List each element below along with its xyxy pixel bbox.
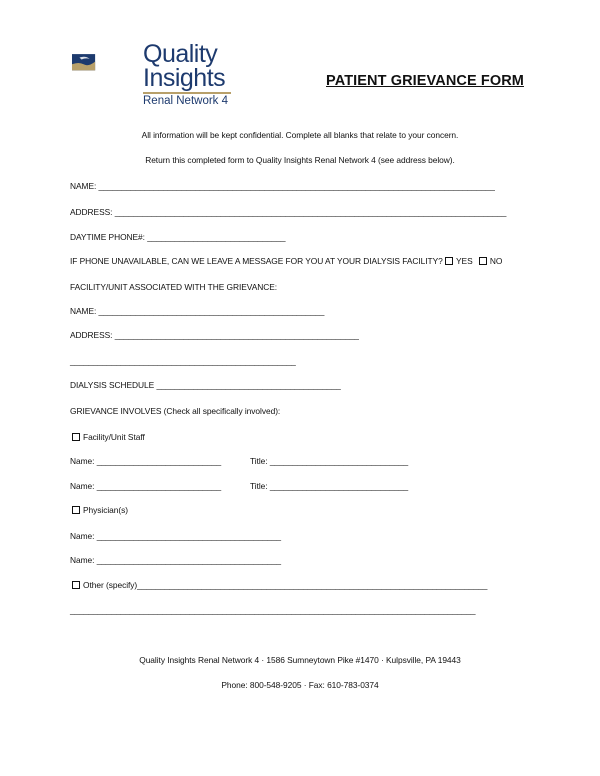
staff-name-field-2[interactable]: Name: ___________________________ [70, 481, 222, 491]
footer-phone: Phone: 800-548-9205 · Fax: 610-783-0374 [221, 680, 379, 690]
logo-text-network: Renal Network 4 [143, 95, 229, 107]
physician-checkbox[interactable] [72, 506, 80, 514]
physician-label: Physician(s) [83, 505, 129, 515]
staff-option [72, 432, 145, 442]
other-option [72, 580, 487, 590]
message-question-label: IF PHONE UNAVAILABLE, CAN WE LEAVE A MESSAGE FOR YOU AT YOUR DIALYSIS FACILITY? [70, 256, 443, 266]
staff-title-field-1[interactable]: Title: ______________________________ [250, 456, 409, 466]
yes-checkbox[interactable] [445, 257, 453, 265]
no-label: NO [489, 256, 503, 266]
form-title: PATIENT GRIEVANCE FORM [326, 73, 524, 89]
quality-insights-logo [72, 42, 140, 90]
other-cont-field[interactable]: ________________________________________________________________________________________ [70, 605, 476, 615]
no-checkbox[interactable] [479, 257, 487, 265]
other-checkbox[interactable] [72, 581, 80, 589]
address-field[interactable]: ADDRESS: _____________________________________________________________________________________ [70, 207, 507, 217]
staff-title-field-2[interactable]: Title: ______________________________ [250, 481, 409, 491]
other-label[interactable]: Other (specify)____________________________________________________________________________ [83, 580, 488, 590]
facility-name-field[interactable]: NAME: _________________________________________________ [70, 306, 325, 316]
logo-text-insights: Insights [143, 64, 226, 92]
staff-checkbox[interactable] [72, 433, 80, 441]
daytime-phone-field[interactable]: DAYTIME PHONE#: ______________________________ [70, 232, 286, 242]
yes-label: YES [456, 256, 473, 266]
intro-confidential: All information will be kept confidential. Complete all blanks that relate to your concern. [141, 130, 459, 140]
name-field[interactable]: NAME: ______________________________________________________________________________________ [70, 181, 495, 191]
grievance-involves-label: GRIEVANCE INVOLVES (Check all specifically involved): [70, 406, 281, 416]
physician-name-field-2[interactable]: Name: ________________________________________ [70, 555, 282, 565]
intro-return: Return this completed form to Quality Insights Renal Network 4 (see address below). [145, 155, 455, 165]
physician-name-field-1[interactable]: Name: ________________________________________ [70, 531, 282, 541]
footer-address: Quality Insights Renal Network 4 · 1586 Sumneytown Pike #1470 · Kulpsville, PA 19443 [139, 655, 461, 665]
staff-label: Facility/Unit Staff [83, 432, 145, 442]
logo-text-quality: Quality [143, 40, 218, 68]
physician-option [72, 505, 128, 515]
facility-address-field[interactable]: ADDRESS: _____________________________________________________ [70, 330, 359, 340]
dialysis-schedule-field[interactable]: DIALYSIS SCHEDULE ________________________________________ [70, 380, 341, 390]
logo-rule [143, 92, 231, 94]
staff-name-field-1[interactable]: Name: ___________________________ [70, 456, 222, 466]
facility-header: FACILITY/UNIT ASSOCIATED WITH THE GRIEVANCE: [70, 282, 278, 292]
message-question-row [70, 256, 502, 266]
facility-address-cont-field[interactable]: _________________________________________________ [70, 356, 296, 366]
